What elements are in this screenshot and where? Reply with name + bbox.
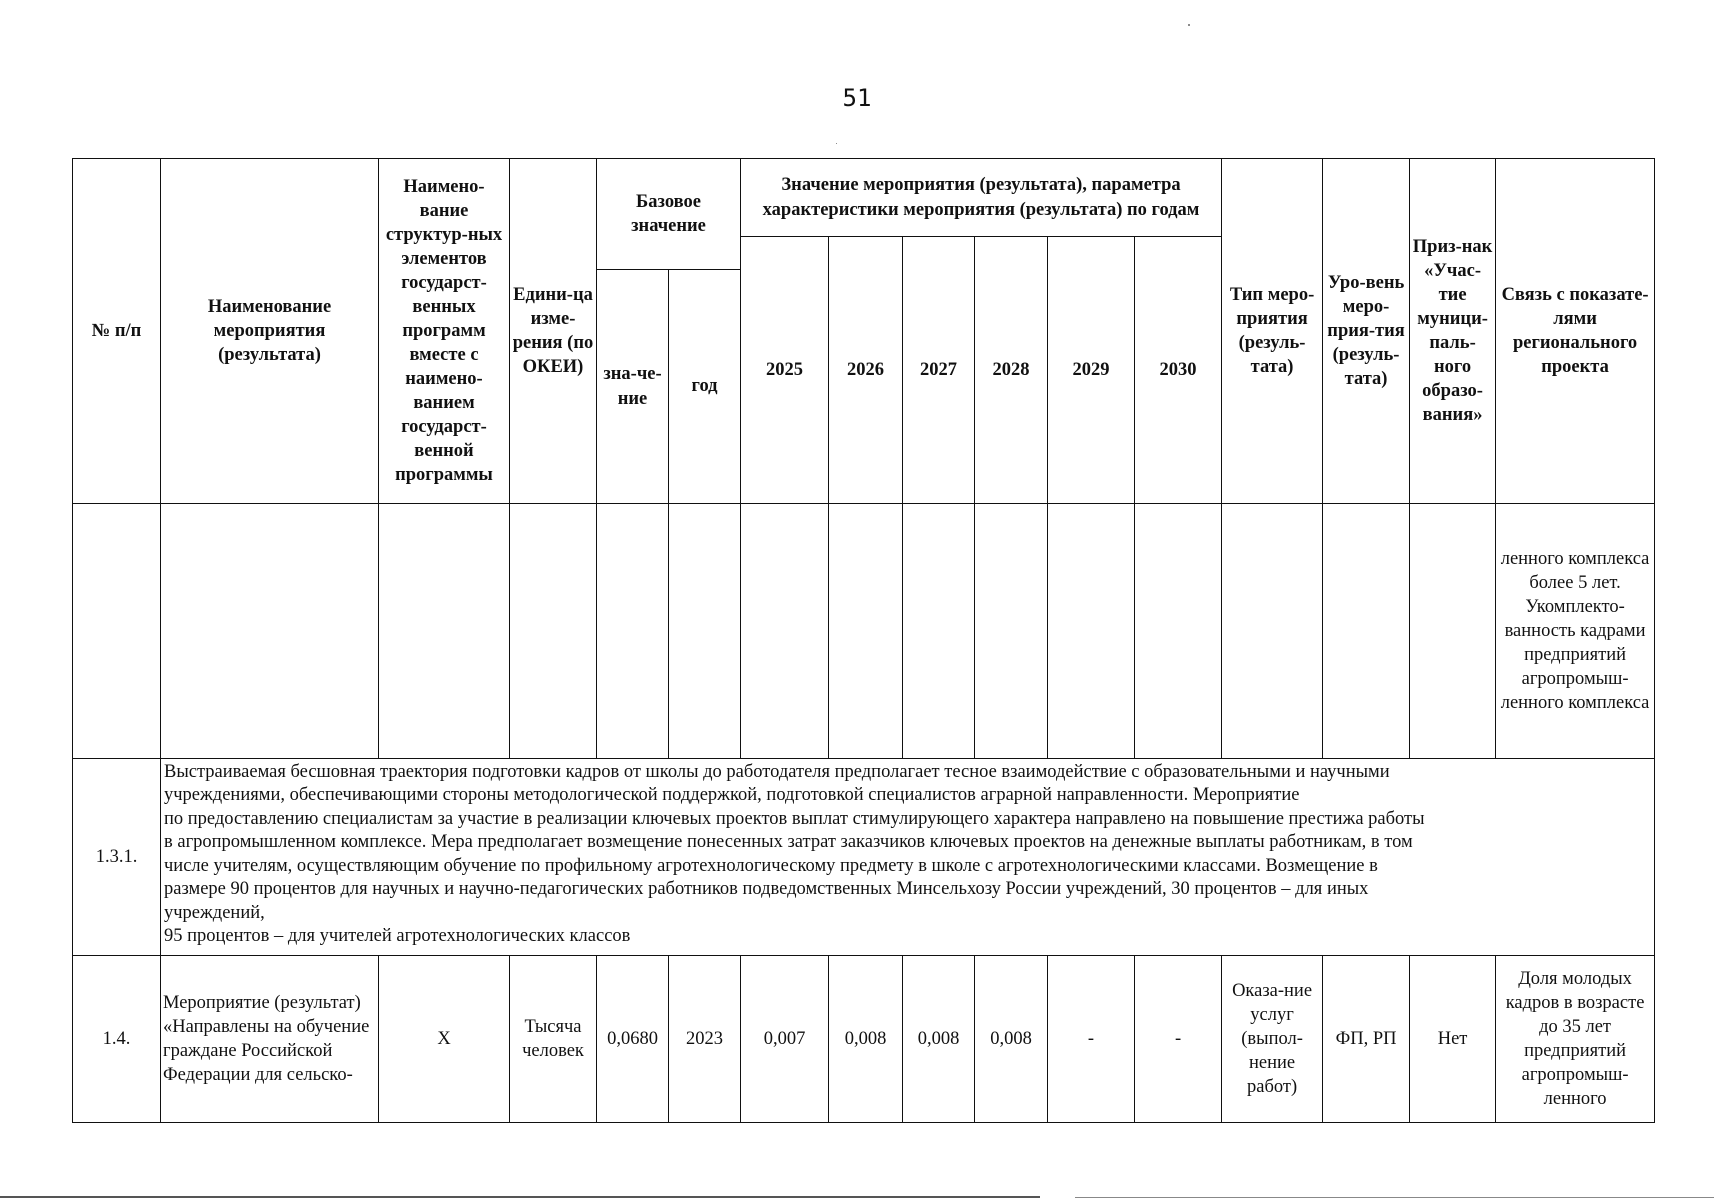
continuation-row (73, 504, 1655, 759)
row-1-4-type: Оказа-ние услуг (выпол-нение работ) (1222, 956, 1323, 1123)
cont-cell-type (1222, 504, 1323, 759)
header-year-2030: 2030 (1135, 237, 1222, 504)
description-line: учреждений, (164, 902, 265, 923)
footer-rule (1075, 1197, 1714, 1198)
section-131-row (73, 759, 1655, 956)
header-struct: Наимено-вание структур-ных элементов государст-венных программ вместе с наимено-ванием государст-венной программы (379, 159, 510, 504)
description-line: в агропромышленном комплексе. Мера предполагает возмещение понесенных затрат заказчиков ключевых проектов на денежные выплаты работникам, в том (164, 832, 1413, 853)
header-years-group: Значение мероприятия (результата), параметра характеристики мероприятия (результата) по годам (741, 159, 1222, 237)
cont-cell-2027 (903, 504, 975, 759)
row-1-4-value-2025: 0,007 (741, 956, 829, 1123)
cont-cell-municipal (1410, 504, 1496, 759)
footer-rule (0, 1196, 1040, 1198)
row-1-4-value-2026: 0,008 (829, 956, 903, 1123)
header-unit: Едини-ца изме-рения (по ОКЕИ) (510, 159, 597, 504)
cont-cell-unit (510, 504, 597, 759)
header-municipal: Приз-нак «Учас-тие муници-паль-ного образо-вания» (1410, 159, 1496, 504)
header-year-2025: 2025 (741, 237, 829, 504)
header-type: Тип меро-приятия (резуль-тата) (1222, 159, 1323, 504)
page-number: 51 (842, 84, 872, 112)
cont-cell-2026 (829, 504, 903, 759)
cont-cell-2030 (1135, 504, 1222, 759)
description-line: по предоставлению специалистам за участие в реализации ключевых проектов выплат стимулирующего характера направлено на повышение престижа работы (164, 808, 1425, 829)
cont-cell-struct (379, 504, 510, 759)
cont-cell-level (1323, 504, 1410, 759)
cont-cell-name (161, 504, 379, 759)
scan-speck (1188, 24, 1190, 26)
row-1-4-base-year: 2023 (669, 956, 741, 1123)
cont-cell-num (73, 504, 161, 759)
cont-cell-base-value (597, 504, 669, 759)
program-table (72, 158, 1655, 1123)
header-base-value: зна-че-ние (597, 270, 669, 504)
header-year-2027: 2027 (903, 237, 975, 504)
cont-cell-base-year (669, 504, 741, 759)
header-num: № п/п (73, 159, 161, 504)
description-line: размере 90 процентов для научных и научно-педагогических работников подведомственных Минсельхозу России учреждений, 30 процентов – для иных (164, 879, 1369, 900)
header-name: Наименование мероприятия (результата) (161, 159, 379, 504)
row-1-4-municipal: Нет (1410, 956, 1496, 1123)
row-1-4-level: ФП, РП (1323, 956, 1410, 1123)
header-level: Уро-вень меро-прия-тия (резуль-тата) (1323, 159, 1410, 504)
description-line: учреждениями, обеспечивающими стороны методологической поддержкой, подготовкой специалистов аграрной направленности. Мероприятие (164, 785, 1300, 806)
section-131-num: 1.3.1. (73, 759, 161, 956)
cont-cell-2029 (1048, 504, 1135, 759)
header-row-1 (73, 159, 1655, 237)
row-1-4-value-2028: 0,008 (975, 956, 1048, 1123)
row-1-4-link: Доля молодых кадров в возрасте до 35 лет предприятий агропромыш-ленного (1496, 956, 1655, 1123)
scan-speck (836, 143, 837, 144)
header-base-year: год (669, 270, 741, 504)
header-year-2026: 2026 (829, 237, 903, 504)
section-131-description (161, 759, 1655, 956)
row-1-4-num: 1.4. (73, 956, 161, 1123)
row-1-4-value-2027: 0,008 (903, 956, 975, 1123)
header-year-2028: 2028 (975, 237, 1048, 504)
row-1-4 (73, 956, 1655, 1123)
header-year-2029: 2029 (1048, 237, 1135, 504)
cont-cell-2025 (741, 504, 829, 759)
description-line: 95 процентов – для учителей агротехнологических классов (164, 926, 631, 947)
description-line: числе учителям, осуществляющим обучение по профильному агротехнологическому предмету в школе с агротехнологическими классами. Возмещение в (164, 855, 1378, 876)
header-base: Базовое значение (597, 159, 741, 270)
row-1-4-struct: Х (379, 956, 510, 1123)
row-1-4-base-value: 0,0680 (597, 956, 669, 1123)
row-1-4-value-2029: - (1048, 956, 1135, 1123)
row-1-4-name: Мероприятие (результат) «Направлены на обучение граждане Российской Федерации для сельско- (161, 956, 379, 1123)
cont-cell-link: ленного комплекса более 5 лет. Укомплекто-ванность кадрами предприятий агропромыш-ленного комплекса (1496, 504, 1655, 759)
row-1-4-value-2030: - (1135, 956, 1222, 1123)
header-link: Связь с показате-лями регионального проекта (1496, 159, 1655, 504)
description-line: Выстраиваемая бесшовная траектория подготовки кадров от школы до работодателя предполагает тесное взаимодействие с образовательными и научными (164, 762, 1390, 782)
cont-cell-2028 (975, 504, 1048, 759)
row-1-4-unit: Тысяча человек (510, 956, 597, 1123)
